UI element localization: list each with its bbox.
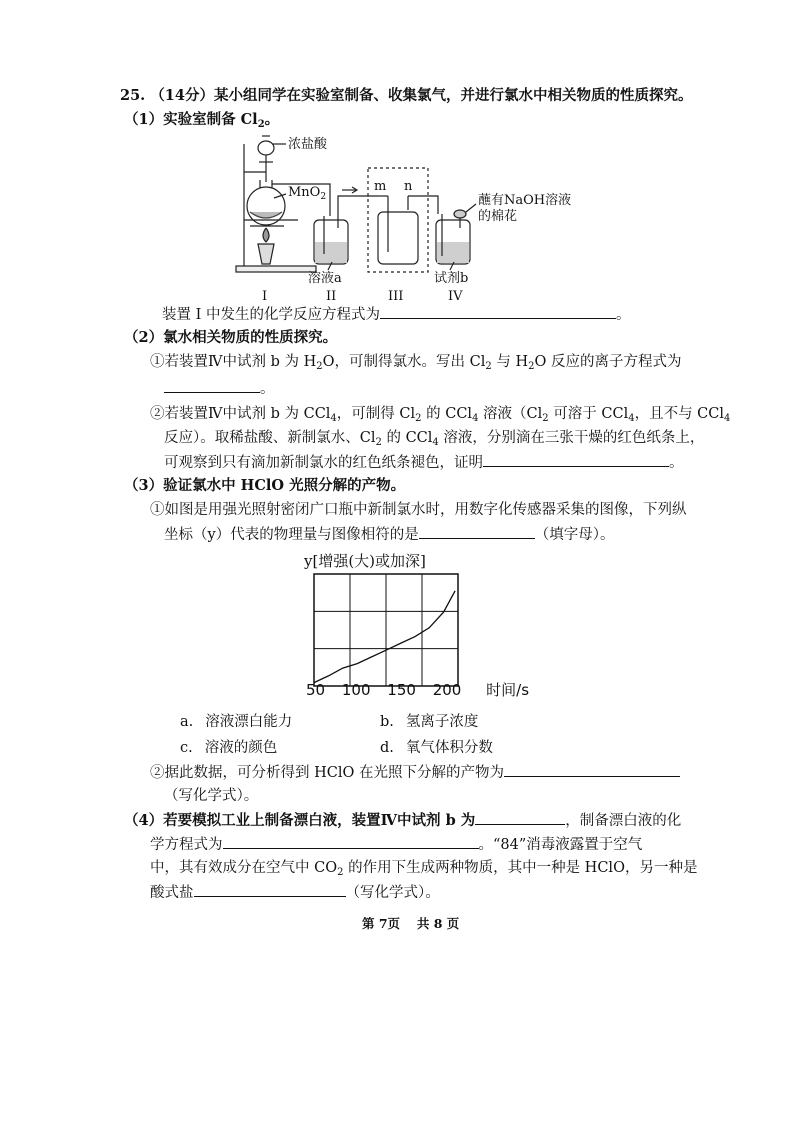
label-port-n: n	[404, 179, 413, 194]
chart-grid	[314, 574, 458, 686]
answer-blank-7[interactable]	[223, 834, 479, 849]
label-roman-2: II	[326, 289, 337, 304]
answer-blank-5[interactable]	[504, 762, 680, 777]
flame	[263, 228, 269, 242]
part2-q2-line3: 可观察到只有滴加新制氯水的红色纸条褪色，证明 。	[164, 452, 684, 473]
alcohol-lamp	[258, 244, 274, 264]
label-roman-1: I	[262, 289, 268, 304]
x-axis-labels	[306, 680, 529, 700]
part2-q2-line2: 反应）。取稀盐酸、新制氯水、$Cl_2$ 的 CCl$_4$ 溶液，分别滴在三张干燥的红色纸条上，	[164, 430, 705, 448]
part1-equation-prompt: 装置 I 中发生的化学反应方程式为 。	[162, 304, 630, 325]
label-reagent-b: 试剂b	[434, 271, 469, 286]
question-number: 25.	[120, 87, 146, 104]
page-number: 第 7页 共 8 页	[362, 916, 460, 931]
option-c: c. 溶液的颜色	[180, 740, 278, 756]
sensor-graph	[298, 546, 510, 702]
label-roman-3: III	[388, 289, 404, 304]
label-roman-4: IV	[448, 289, 463, 304]
label-cotton-line1: 蘸有NaOH溶液	[478, 193, 572, 208]
option-d: d. 氧气体积分数	[380, 740, 493, 756]
part4-line3: 中，其有效成分在空气中 $CO_2$ 的作用下生成两种物质，其中一种是 HClO，另一种是	[150, 860, 698, 878]
part4-line4: 酸式盐 （写化学式）。	[150, 882, 440, 903]
x-tick-200: 200	[432, 681, 462, 699]
apparatus-diagram	[228, 132, 588, 304]
label-cotton-line2: 的棉花	[478, 209, 518, 224]
separatory-funnel	[258, 141, 274, 155]
bottle-3	[378, 212, 418, 264]
question-header	[120, 86, 692, 106]
question-intro: （14分）某小组同学在实验室制备、收集氯气，并进行氯水中相关物质的性质探究。	[150, 87, 693, 104]
answer-blank-2[interactable]	[164, 378, 260, 393]
part3-q2-line2: （写化学式）。	[164, 788, 259, 804]
answer-blank-1[interactable]	[380, 304, 616, 319]
part4-line1: （4）若要模拟工业上制备漂白液，装置Ⅳ中试剂 b 为 ，制备漂白液的化	[124, 812, 682, 829]
x-tick-50: 50	[306, 681, 326, 699]
label-mno2: MnO$_2$	[288, 185, 327, 202]
part2-q1-answer: 。	[164, 378, 275, 399]
answer-blank-4[interactable]	[419, 524, 535, 539]
part3-q2-line1: ②据此数据，可分析得到 HClO 在光照下分解的产物为	[150, 762, 680, 783]
part2-q1: ①若装置Ⅳ中试剂 b 为 $H_2O$，可制得氯水。写出 $Cl_2$ 与 $H_2O$ 反应的离子方程式为	[150, 354, 682, 372]
cotton-ball	[454, 210, 466, 218]
data-line	[314, 591, 455, 683]
label-solution-a: 溶液a	[308, 271, 342, 286]
stand-base	[236, 266, 316, 272]
option-b: b. 氢离子浓度	[380, 714, 479, 730]
chart-title: y[增强(大)或加深]	[304, 552, 426, 570]
x-tick-100: 100	[341, 681, 371, 699]
part3-title: （3）验证氯水中 HClO 光照分解的产物。	[124, 477, 406, 494]
answer-blank-8[interactable]	[194, 882, 346, 897]
part2-q2-line1: ②若装置Ⅳ中试剂 b 为 CCl$_4$，可制得 $Cl_2$ 的 CCl$_4$ 溶液（$Cl_2$ 可溶于 CCl$_4$，且不与 CCl$_4$	[150, 406, 731, 424]
x-tick-150: 150	[387, 681, 416, 699]
answer-blank-3[interactable]	[483, 452, 669, 467]
part1-title: （1）实验室制备 $Cl_2$。	[124, 111, 280, 130]
part2-title: （2）氯水相关物质的性质探究。	[124, 329, 338, 346]
round-bottom-flask	[247, 187, 285, 225]
label-concentrated-hcl: 浓盐酸	[288, 137, 328, 152]
x-axis-label: 时间/s	[486, 681, 530, 699]
part3-q1-line2: 坐标（y）代表的物理量与图像相符的是 （填字母）。	[164, 524, 614, 545]
option-a: a. 溶液漂白能力	[180, 714, 293, 730]
part4-line2: 学方程式为 。“84”消毒液露置于空气	[150, 834, 642, 855]
answer-blank-6[interactable]	[475, 810, 565, 825]
part3-q1-line1: ①如图是用强光照射密闭广口瓶中新制氯水时，用数字化传感器采集的图像，下列纵	[150, 502, 687, 518]
label-port-m: m	[374, 179, 387, 194]
